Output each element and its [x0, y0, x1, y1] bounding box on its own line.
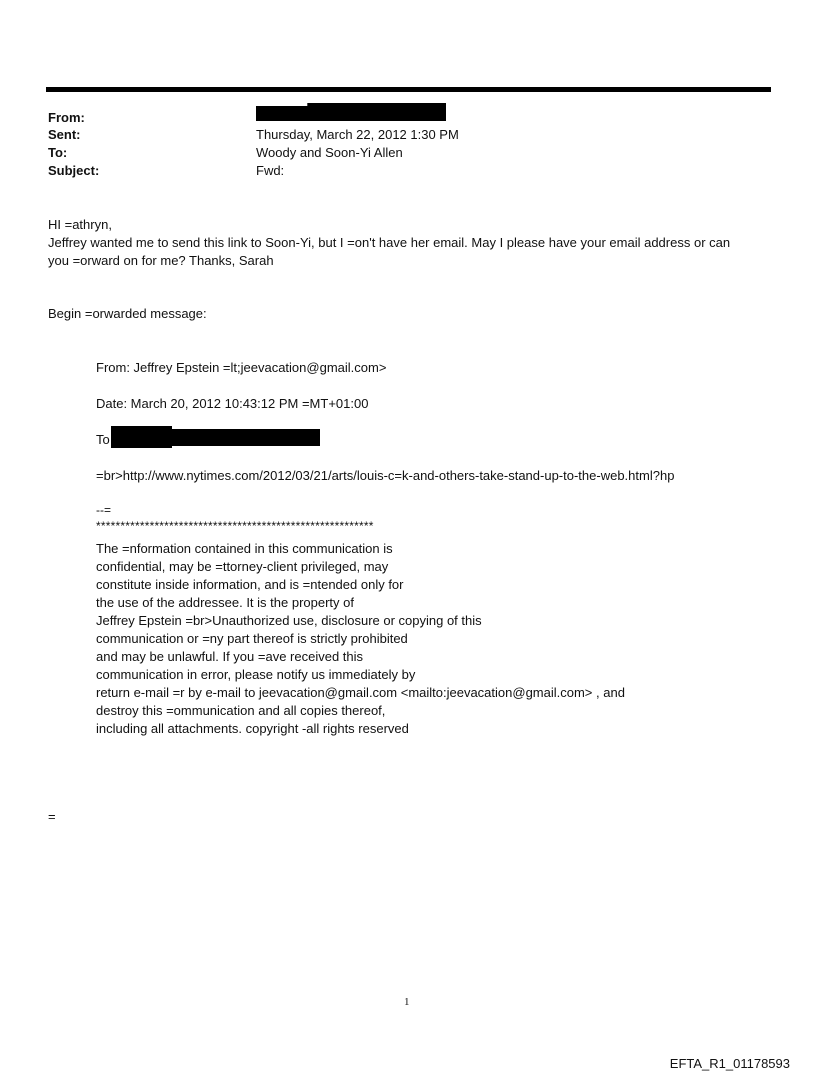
bates-number: EFTA_R1_01178593: [669, 1056, 790, 1071]
sent-label: Sent:: [48, 127, 81, 142]
fwd-from-line: From: Jeffrey Epstein =lt;jeevacation@gmail.com>: [96, 360, 387, 375]
disclaimer-line: Jeffrey Epstein =br>Unauthorized use, disclosure or copying of this: [96, 613, 482, 628]
fwd-to-prefix: To: [96, 432, 110, 447]
to-value: Woody and Soon-Yi Allen: [256, 145, 403, 160]
trailing-equals: =: [48, 809, 56, 824]
disclaimer-line: The =nformation contained in this communication is: [96, 541, 393, 556]
header-rule: [46, 87, 771, 92]
signature-marker: --=: [96, 503, 111, 517]
disclaimer-block: [96, 540, 625, 738]
disclaimer-line: including all attachments. copyright -all rights reserved: [96, 721, 409, 736]
disclaimer-line: communication or =ny part thereof is strictly prohibited: [96, 631, 408, 646]
greeting: HI =athryn,: [48, 217, 112, 232]
sent-value: Thursday, March 22, 2012 1:30 PM: [256, 127, 459, 142]
disclaimer-line: confidential, may be =ttorney-client privileged, may: [96, 559, 389, 574]
disclaimer-line: the use of the addressee. It is the property of: [96, 595, 354, 610]
body-line-2: you =orward on for me? Thanks, Sarah: [48, 253, 274, 268]
disclaimer-line: constitute inside information, and is =ntended only for: [96, 577, 404, 592]
redaction-to: [111, 429, 320, 446]
fwd-date-line: Date: March 20, 2012 10:43:12 PM =MT+01:00: [96, 396, 369, 411]
disclaimer-line: communication in error, please notify us immediately by: [96, 667, 416, 682]
subject-label: Subject:: [48, 163, 100, 178]
to-label: To:: [48, 145, 68, 160]
begin-forwarded: Begin =orwarded message:: [48, 306, 207, 321]
fwd-link-line: =br>http://www.nytimes.com/2012/03/21/arts/louis-c=k-and-others-take-stand-up-to-the-web.html?hp: [96, 468, 675, 483]
body-line-1: Jeffrey wanted me to send this link to Soon-Yi, but I =on't have her email. May I please have your email address or can: [48, 235, 731, 250]
page-number: 1: [404, 996, 410, 1008]
disclaimer-line: and may be unlawful. If you =ave received this: [96, 649, 364, 664]
from-label: From:: [48, 110, 85, 125]
disclaimer-line: return e-mail =r by e-mail to jeevacation@gmail.com <mailto:jeevacation@gmail.com> , and: [96, 685, 625, 700]
stars-divider: *********************************************************: [96, 519, 374, 533]
subject-value: Fwd:: [256, 163, 285, 178]
disclaimer-line: destroy this =ommunication and all copies thereof,: [96, 703, 386, 718]
